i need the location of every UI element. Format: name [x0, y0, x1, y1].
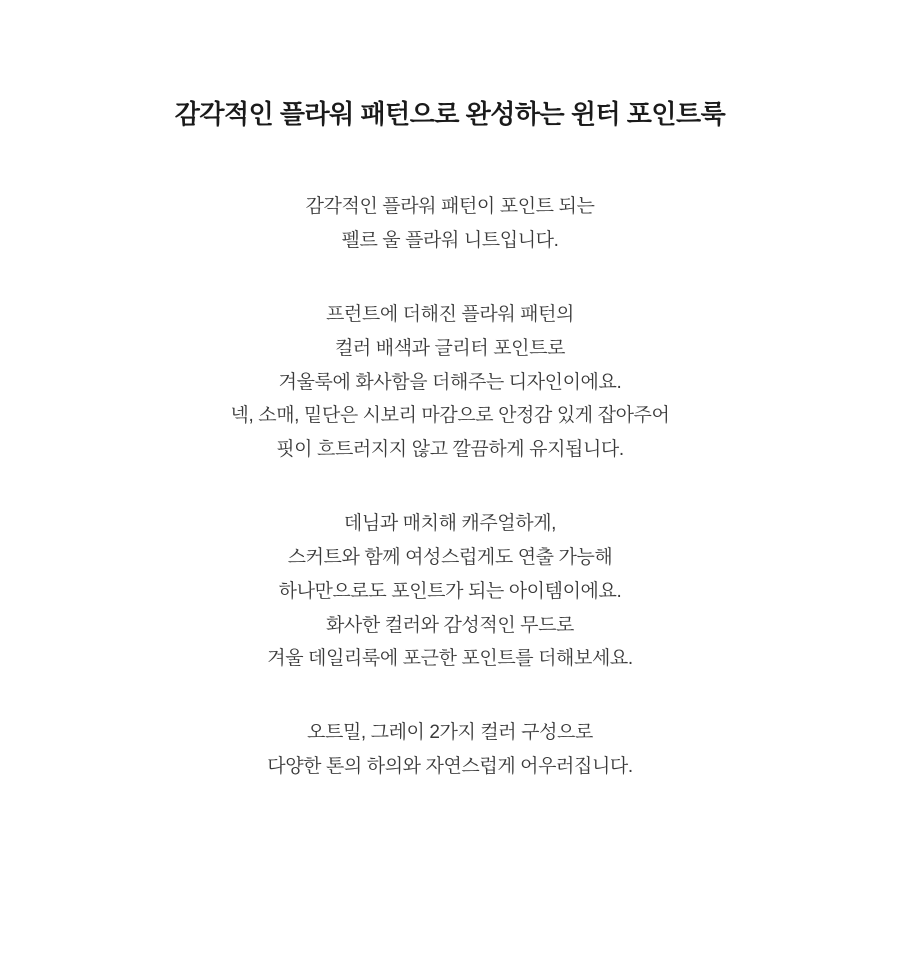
- paragraph-line: 넥, 소매, 밑단은 시보리 마감으로 안정감 있게 잡아주어: [230, 405, 670, 427]
- paragraph-line: 감각적인 플라워 패턴이 포인트 되는: [305, 196, 595, 218]
- paragraph-line: 프런트에 더해진 플라워 패턴의: [325, 304, 575, 326]
- paragraph-line: 데님과 매치해 캐주얼하게,: [343, 513, 557, 535]
- paragraph: [0, 298, 900, 467]
- page-title: 감각적인 플라워 패턴으로 완성하는 윈터 포인트룩: [174, 99, 726, 129]
- paragraph-line: 펠르 울 플라워 니트입니다.: [341, 230, 559, 252]
- paragraph-line: 겨울 데일리룩에 포근한 포인트를 더해보세요.: [267, 648, 633, 670]
- paragraph-line: 화사한 컬러와 감성적인 무드로: [325, 614, 575, 636]
- paragraph-line: 다양한 톤의 하의와 자연스럽게 어우러집니다.: [267, 755, 633, 777]
- paragraph-line: 하나만으로도 포인트가 되는 아이템이에요.: [278, 580, 622, 602]
- paragraph: [0, 190, 900, 258]
- description-body: [0, 190, 900, 783]
- paragraph: [0, 507, 900, 676]
- paragraph-line: 겨울룩에 화사함을 더해주는 디자인이에요.: [278, 371, 622, 393]
- paragraph: [0, 716, 900, 784]
- paragraph-line: 핏이 흐트러지지 않고 깔끔하게 유지됩니다.: [276, 439, 624, 461]
- paragraph-line: 오트밀, 그레이 2가지 컬러 구성으로: [307, 722, 593, 744]
- paragraph-line: 컬러 배색과 글리터 포인트로: [334, 337, 566, 359]
- paragraph-line: 스커트와 함께 여성스럽게도 연출 가능해: [287, 546, 613, 568]
